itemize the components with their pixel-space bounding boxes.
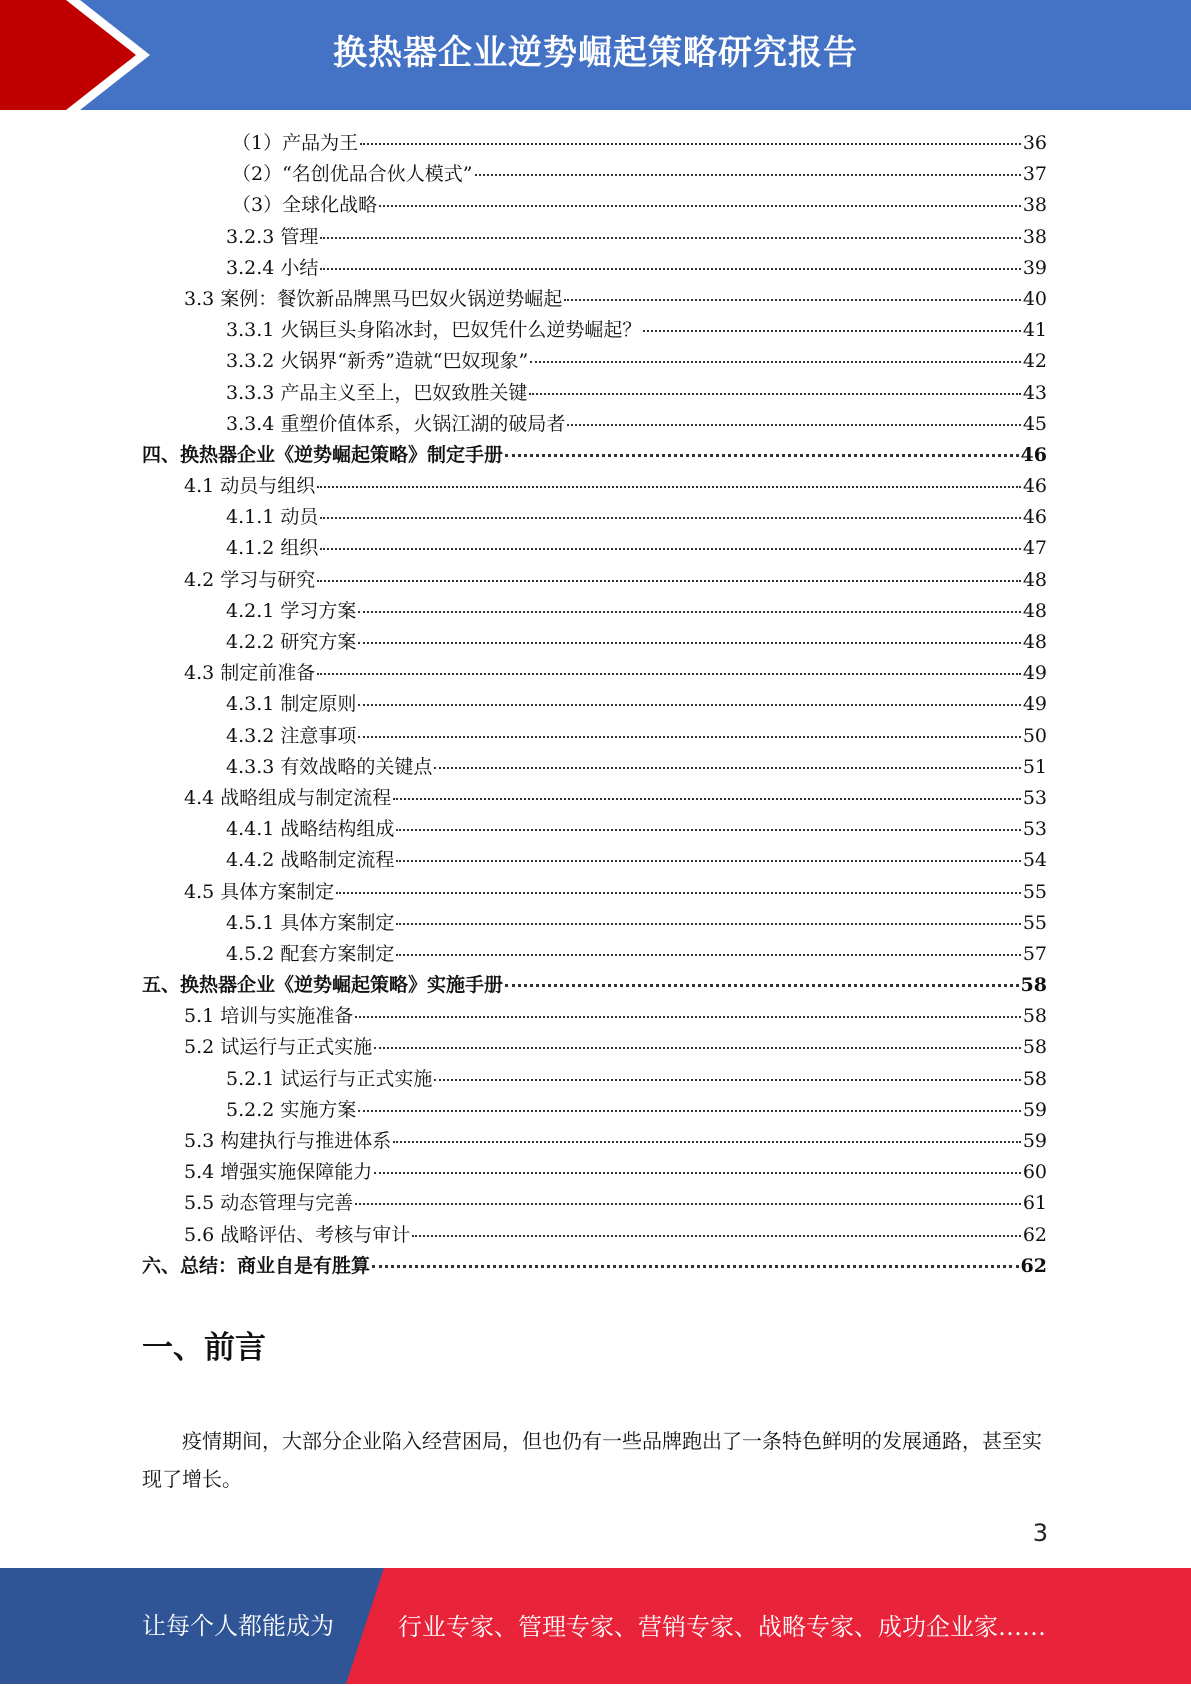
toc-entry-label: 4.4.2 战略制定流程 [226,849,395,872]
toc-entry-label: 3.3.1 火锅巨头身陷冰封，巴奴凭什么逆势崛起？ [226,319,642,342]
toc-entry-page: 48 [1022,568,1047,591]
toc-leader-dots [355,1203,1021,1205]
toc-entry-label: 5.4 增强实施保障能力 [184,1161,373,1184]
toc-entry[interactable] [142,877,1047,908]
toc-entry-page: 46 [1022,475,1047,498]
toc-leader-dots [530,361,1021,363]
toc-leader-dots [434,767,1020,769]
toc-entry-label: 5.5 动态管理与完善 [184,1192,354,1215]
toc-entry[interactable] [142,1001,1047,1032]
toc-entry[interactable] [142,409,1047,440]
toc-entry[interactable] [142,721,1047,752]
toc-entry[interactable] [142,502,1047,533]
toc-leader-dots [358,642,1020,644]
toc-leader-dots [320,517,1020,519]
toc-entry-label: 4.2 学习与研究 [184,568,316,591]
toc-entry-label: 3.3.2 火锅界“新秀”造就“巴奴现象” [226,350,529,373]
toc-leader-dots [505,984,1019,987]
toc-leader-dots [355,1016,1021,1018]
toc-entry[interactable] [142,533,1047,564]
toc-entry-page: 59 [1022,1130,1047,1152]
toc-leader-dots [360,143,1021,145]
toc-entry[interactable] [142,627,1047,658]
toc-entry-page: 57 [1022,942,1047,965]
toc-leader-dots [643,330,1020,332]
toc-entry[interactable] [142,783,1047,814]
header-chevron-red [0,0,136,110]
toc-leader-dots [434,1079,1020,1081]
toc-entry-page: 41 [1022,319,1047,342]
toc-entry[interactable] [142,565,1047,596]
toc-leader-dots [379,205,1021,207]
toc-entry[interactable] [142,222,1047,253]
toc-entry[interactable] [142,658,1047,689]
toc-entry-page: 48 [1022,599,1047,622]
footer-banner [0,1568,1191,1684]
toc-entry-label: 5.1 培训与实施准备 [184,1005,354,1028]
toc-entry-label: 3.2.3 管理 [226,225,319,248]
toc-entry[interactable] [142,346,1047,377]
toc-entry-page: 49 [1022,662,1047,685]
toc-entry[interactable] [142,284,1047,315]
toc-entry-page: 53 [1022,818,1047,841]
toc-entry-page: 38 [1022,225,1047,248]
toc-entry-page: 43 [1022,381,1047,404]
toc-entry-label: 4.4 战略组成与制定流程 [184,786,392,809]
toc-entry[interactable] [142,814,1047,845]
toc-entry[interactable] [142,1126,1047,1157]
toc-entry-page: 38 [1022,194,1047,217]
toc-entry-page: 54 [1022,849,1047,872]
toc-entry-page: 51 [1022,755,1047,778]
toc-entry-label: 3.3.3 产品主义至上，巴奴致胜关键 [226,381,528,404]
toc-entry[interactable] [142,1220,1047,1251]
toc-entry-page: 36 [1022,132,1047,154]
toc-entry-label: 4.3.3 有效战略的关键点 [226,755,433,778]
footer-slogan-right: 行业专家、管理专家、营销专家、战略专家、成功企业家…… [398,1613,1046,1641]
toc-entry-label: 3.3 案例：餐饮新品牌黑马巴奴火锅逆势崛起 [184,287,563,310]
toc-entry-page: 55 [1022,880,1047,903]
toc-leader-dots [374,1172,1021,1174]
toc-leader-dots [396,829,1020,831]
toc-entry-page: 58 [1022,1067,1047,1090]
toc-entry-page: 62 [1020,1254,1047,1277]
toc-leader-dots [317,580,1021,582]
toc-entry-page: 40 [1022,287,1047,310]
toc-entry-label: （3）全球化战略 [232,194,378,217]
toc-entry-page: 60 [1022,1161,1047,1184]
toc-entry-label: 3.3.4 重塑价值体系，火锅江湖的破局者 [226,412,566,435]
toc-entry[interactable] [142,845,1047,876]
toc-entry-page: 61 [1022,1192,1047,1215]
toc-leader-dots [320,237,1020,239]
footer-slogan-left: 让每个人都能成为 [142,1612,334,1640]
toc-entry[interactable] [142,378,1047,409]
toc-entry-label: （2）“名创优品合伙人模式” [232,163,473,186]
toc-entry-page: 58 [1020,974,1047,997]
toc-leader-dots [396,860,1020,862]
toc-entry-page: 58 [1022,1005,1047,1028]
toc-entry[interactable] [142,752,1047,783]
toc-leader-dots [393,798,1021,800]
toc-leader-dots [358,704,1020,706]
toc-leader-dots [336,892,1021,894]
toc-leader-dots [374,1047,1021,1049]
toc-entry[interactable] [142,1188,1047,1219]
toc-entry[interactable] [142,128,1047,159]
toc-entry-page: 47 [1022,537,1047,560]
toc-entry-label: 4.5.2 配套方案制定 [226,942,395,965]
toc-entry-label: 4.4.1 战略结构组成 [226,818,395,841]
toc-entry-page: 50 [1022,724,1047,747]
toc-leader-dots [396,923,1020,925]
toc-entry-page: 46 [1022,506,1047,529]
toc-entry-label: 4.1.1 动员 [226,506,319,529]
table-of-contents [142,128,1047,1282]
toc-entry-label: （1）产品为王 [232,132,359,154]
toc-entry-label: 4.1 动员与组织 [184,475,316,498]
toc-entry-page: 55 [1022,911,1047,934]
toc-entry-page: 42 [1022,350,1047,373]
section-heading: 一、前言 [142,1330,266,1366]
toc-entry[interactable] [142,970,1047,1001]
toc-leader-dots [393,1141,1021,1143]
toc-leader-dots [412,1235,1021,1237]
toc-entry[interactable] [142,908,1047,939]
toc-entry-label: 4.2.2 研究方案 [226,631,357,653]
toc-leader-dots [317,673,1021,675]
toc-leader-dots [320,268,1020,270]
toc-entry-label: 5.3 构建执行与推进体系 [184,1130,392,1152]
toc-entry-label: 5.6 战略评估、考核与审计 [184,1223,411,1246]
header-banner [0,0,1191,110]
toc-entry-page: 39 [1022,256,1047,279]
toc-leader-dots [529,393,1020,395]
report-title: 换热器企业逆势崛起策略研究报告 [333,33,858,73]
toc-entry[interactable] [142,440,1047,471]
toc-entry-label: 4.5 具体方案制定 [184,880,335,903]
toc-leader-dots [505,454,1019,457]
toc-entry[interactable] [142,1251,1047,1282]
toc-entry-page: 53 [1022,786,1047,809]
toc-entry-label: 5.2.1 试运行与正式实施 [226,1067,433,1090]
toc-entry[interactable] [142,471,1047,502]
toc-leader-dots [358,611,1020,613]
toc-entry-label: 五、换热器企业《逆势崛起策略》实施手册 [142,974,504,997]
toc-entry-label: 4.3 制定前准备 [184,662,316,685]
page-number: 3 [1032,1519,1048,1547]
toc-entry-label: 5.2 试运行与正式实施 [184,1036,373,1059]
toc-entry[interactable] [142,689,1047,720]
toc-entry-label: 3.2.4 小结 [226,256,319,279]
toc-entry[interactable] [142,315,1047,346]
toc-entry[interactable] [142,1064,1047,1095]
toc-entry-label: 4.3.2 注意事项 [226,724,357,747]
toc-entry[interactable] [142,1157,1047,1188]
toc-leader-dots [320,548,1020,550]
toc-entry-page: 62 [1022,1223,1047,1246]
toc-leader-dots [358,1110,1020,1112]
body-paragraph: 疫情期间，大部分企业陷入经营困局，但也仍有一些品牌跑出了一条特色鲜明的发展通路，甚至实现了增长。 [142,1429,1042,1491]
toc-entry[interactable] [142,939,1047,970]
toc-entry-page: 49 [1022,693,1047,716]
toc-leader-dots [475,174,1021,176]
toc-entry-label: 4.2.1 学习方案 [226,599,357,622]
toc-entry-page: 59 [1022,1098,1047,1121]
toc-entry[interactable] [142,596,1047,627]
toc-entry-page: 45 [1022,412,1047,435]
toc-entry[interactable] [142,1032,1047,1063]
toc-entry-page: 48 [1022,631,1047,653]
toc-entry-label: 5.2.2 实施方案 [226,1098,357,1121]
toc-entry[interactable] [142,253,1047,284]
toc-entry[interactable] [142,1095,1047,1126]
toc-entry-label: 四、换热器企业《逆势崛起策略》制定手册 [142,443,504,466]
toc-leader-dots [564,299,1021,301]
toc-entry-page: 46 [1020,443,1047,466]
toc-entry[interactable] [142,159,1047,190]
toc-entry-page: 58 [1022,1036,1047,1059]
toc-entry-label: 4.3.1 制定原则 [226,693,357,716]
toc-leader-dots [372,1265,1019,1268]
toc-entry[interactable] [142,190,1047,221]
toc-leader-dots [396,954,1020,956]
toc-leader-dots [567,424,1020,426]
toc-entry-label: 六、总结：商业自是有胜算 [142,1254,371,1277]
toc-entry-label: 4.1.2 组织 [226,537,319,560]
toc-entry-page: 37 [1022,163,1047,186]
toc-leader-dots [317,486,1021,488]
toc-leader-dots [358,736,1020,738]
toc-entry-label: 4.5.1 具体方案制定 [226,911,395,934]
